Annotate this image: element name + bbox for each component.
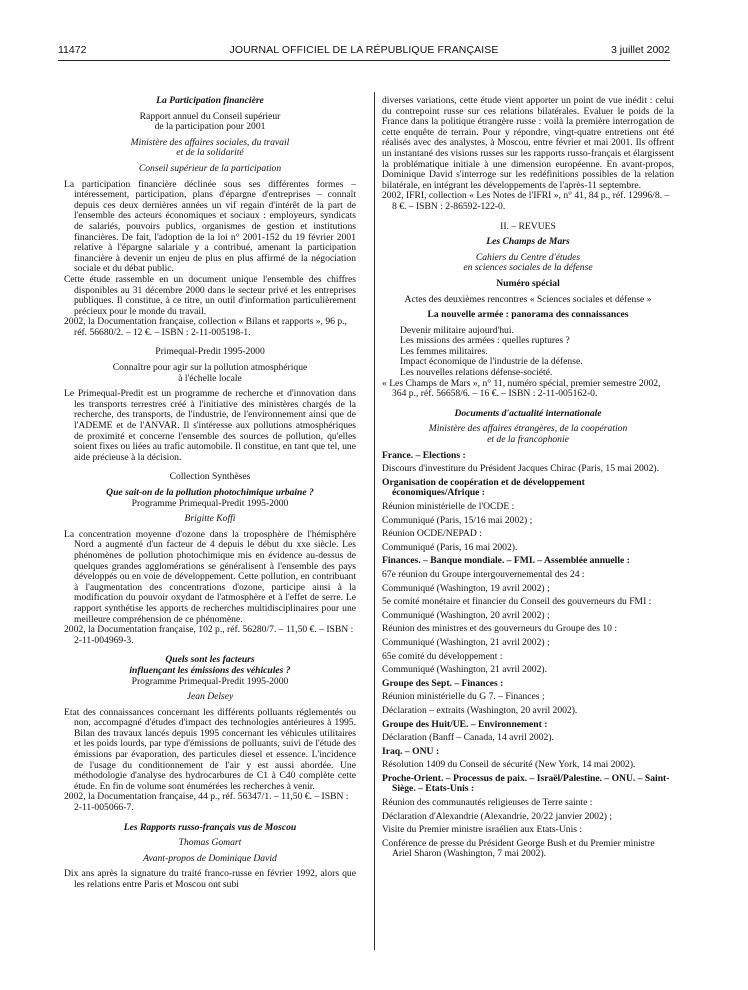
reference: 2002, la Documentation française, 44 p., réf. 56347/1. – 11,50 €. – ISBN : 2-11-005066-7. [64,791,349,814]
document-entry: Réunion des ministres et des gouverneurs du Groupe des 10 : [382,623,618,635]
program-label: Primequal-Predit 1995-2000 [155,346,265,358]
paragraph: La concentration moyenne d'ozone dans la troposphère de l'hémisphère Nord a augmenté d'un facteur de 4 depuis le début du xxe siècle. Les phénomènes de pollution photochimique mis en évidence au-dessus de quelques grandes agglomérations se généralisent à l'ensemble des pays développés ou en voie de développement. Cette pollution, en contribuant à l'augmentation des concentrations d'ozone, participe ainsi à la modification du pouvoir oxydant de l'atmosphère et à l'effet de serre. Le rapport synthétise les apports de recherches multidisciplinaires pour une meilleure compréhension de ce phénomène. [64,528,356,625]
document-entry: Communiqué (Paris, 15/16 mai 2002) ; [382,514,533,526]
section-title: Quels sont les facteurs [165,654,255,666]
organization: Conseil supérieur de la participation [138,162,282,174]
document-entry: Déclaration (Banff – Canada, 14 avril 2002). [382,732,554,744]
review-title: Les Champs de Mars [486,236,570,248]
right-column [382,96,674,863]
author: Jean Delsey [186,691,234,703]
document-entry: Communiqué (Paris, 16 mai 2002). [382,541,518,553]
issue-date: 3 juillet 2002 [611,44,670,56]
reference: 2002, la Documentation française, collection « Bilans et rapports », 96 p., réf. 56680/2. – 12 €. – ISBN : 2-11-005198-1. [64,316,347,338]
document-group-heading: Proche-Orient. – Processus de paix. – Israël/Palestine. – ONU. – Saint-Siège. – Etats-Unis : [382,772,670,795]
section-title: La Participation financière [156,95,264,106]
paragraph: Cette étude rassemble en un document unique l'ensemble des chiffres disponibles au 31 décembre 2000 dans le secteur privé et les entreprises publiques. Il constitue, à ce titre, un outil d'information particulièrement précieux pour le monde du travail. [64,273,356,317]
collection-label: Collection Synthèses [169,471,251,483]
document-entry: Réunion des communautés religieuses de Terre sainte : [382,797,593,809]
document-entry: 5e comité monétaire et financier du Conseil des gouverneurs du FMI : [382,596,652,608]
review-items [382,326,674,379]
section-title: à l'échelle locale [178,372,242,384]
foreword: Avant-propos de Dominique David [143,852,277,864]
section-title: Connaître pour agir sur la pollution atmosphérique [112,362,308,374]
journal-title: JOURNAL OFFICIEL DE LA RÉPUBLIQUE FRANÇAISE [229,44,499,56]
reference: 2002, IFRI, collection « Les Notes de l'IFRI », n° 41, 84 p., réf. 12996/8. – 8 €. – ISBN : 2-86592-122-0. [382,190,670,212]
proceedings-label: Actes des deuxièmes rencontres « Sciences sociales et défense » [404,293,652,305]
list-item: Impact économique de l'industrie de la défense. [400,356,583,368]
document-entry: Déclaration – extraits (Washington, 20 avril 2002). [382,704,578,716]
document-group-heading: Groupe des Sept. – Finances : [382,677,504,689]
ministry: Ministère des affaires étrangères, de la coopération [428,423,628,435]
document-entry: Déclaration d'Alexandrie (Alexandrie, 20/22 janvier 2002) ; [382,810,613,822]
header-rule [58,60,670,61]
page-header [58,44,670,60]
document-group-heading: Finances. – Banque mondiale. – FMI. – Assemblée annuelle : [382,555,630,567]
list-item: Devenir militaire aujourd'hui. [400,324,514,336]
program-label: Programme Primequal-Predit 1995-2000 [131,497,289,509]
document-entry: Communiqué (Washington, 19 avril 2002) ; [382,582,550,594]
documents-title: Documents d'actualité internationale [454,407,602,419]
list-item: Les missions des armées : quelles ruptures ? [400,335,570,347]
documents-list [382,451,674,860]
page-number: 11472 [58,44,87,56]
paragraph: La participation financière déclinée sous ses différentes formes – intéressement, participation, plans d'épargne d'entreprises – connaît depuis ces deux dernières années un vif regain d'intérêt de la part de l'ensemble des acteurs économiques et sociaux : employeurs, syndicats de salariés, pouvoirs publics, organismes de gestion et institutions financières. De fait, l'adoption de la loi n° 2001-152 du 19 février 2001 relative à l'épargne salariale y a contribué, amenant la participation financière à devenir un enjeu de plus en plus affirmé de la négociation sociale et du débat public. [64,178,356,275]
document-group-heading: Iraq. – ONU : [382,745,440,757]
document-group-heading: Groupe des Huit/UE. – Environnement : [382,718,548,730]
paragraph: Le Primequal-Predit est un programme de recherche et d'innovation dans les transports terrestres créé à l'initiative des ministères chargés de la recherche, des transports, de l'industrie, de l'environnement ainsi que de l'ADEME et de l'ANVAR. Il s'intéresse aux pollutions atmosphériques de proximité et concerne l'ensemble des sources de pollution, qu'elles soient fixes ou liées au trafic automobile. Il constitue, en tant que tel, une aide précieuse à la décision. [64,388,356,463]
document-group-heading: Organisation de coopération et de développement économiques/Afrique : [382,476,585,499]
document-entry: Conférence de presse du Président George Bush et du Premier ministre Ariel Sharon (Washington, 7 mai 2002). [382,837,655,860]
document-entry: Visite du Premier ministre israélien aux Etats-Unis : [382,824,583,836]
ministry: et de la francophonie [487,434,569,446]
ministry: Ministère des affaires sociales, du travail [130,136,290,148]
document-entry: Réunion ministérielle du G 7. – Finances ; [382,691,545,703]
document-entry: Communiqué (Washington, 20 avril 2002) ; [382,609,550,621]
subtitle: de la participation pour 2001 [154,121,266,133]
program-label: Programme Primequal-Predit 1995-2000 [131,675,289,687]
ministry: et de la solidarité [176,147,244,159]
document-entry: Réunion ministérielle de l'OCDE : [382,501,515,512]
document-entry: 67e réunion du Groupe intergouvernemental des 24 : [382,568,585,580]
document-entry: Communiqué (Washington, 21 avril 2002). [382,664,547,676]
document-entry: Communiqué (Washington, 21 avril 2002) ; [382,636,550,648]
paragraph-continued: diverses variations, cette étude vient apporter un point de vue inédit : celui du contrepoint russe sur ces relations bilatérales. Evaluer le poids de la France dans la politique étrangère russe : voilà la première interrogation de cette enquête de terrain. Pour y répondre, vingt-quatre entretiens ont été réalisés avec des analystes, à Moscou, entre février et mai 2001. Ils offrent un instantané des visions russes sur les rapports russo-français et élargissent la problématique initiale à une dimension européenne. En avant-propos, Dominique David s'interroge sur les redéfinitions possibles de la relation bilatérale, en intégrant les développements de l'après-11 septembre. [382,95,674,191]
document-entry: Réunion OCDE/NEPAD : [382,528,482,540]
left-column [64,96,356,891]
document-entry: Résolution 1409 du Conseil de sécurité (New York, 14 mai 2002). [382,759,636,771]
subtitle: Rapport annuel du Conseil supérieur [139,110,281,122]
document-entry: Discours d'investiture du Président Jacques Chirac (Paris, 15 mai 2002). [382,463,659,475]
document-group-heading: France. – Elections : [382,449,466,461]
document-entry: 65e comité du développement : [382,650,503,662]
reference: « Les Champs de Mars », n° 11, numéro spécial, premier semestre 2002, 364 p., réf. 56658/6. – 16 €. – ISBN : 2-11-005162-0. [382,377,661,400]
list-item: Les femmes militaires. [400,345,488,357]
author: Brigitte Koffi [184,513,236,525]
section-title: Que sait-on de la pollution photochimique urbaine ? [106,487,314,498]
theme-title: La nouvelle armée : panorama des connaissances [427,309,629,321]
section-heading: II. – REVUES [500,220,556,232]
section-title: Les Rapports russo-français vus de Moscou [123,821,297,833]
section-title: influençant les émissions des véhicules ? [129,664,291,676]
author: Thomas Gomart [178,837,242,849]
paragraph: Dix ans après la signature du traité franco-russe en février 1992, alors que les relations entre Paris et Moscou ont subi [64,868,356,890]
review-subtitle: en sciences sociales de la défense [463,262,593,274]
paragraph: Etat des connaissances concernant les différents polluants réglementés ou non, accompagné d'études d'impact des technologies antérieures à 1995. Bilan des travaux lancés depuis 1995 concernant les véhicules utilitaires et les poids lourds, par type d'émissions de polluants, suivi de l'étude des émissions par évaporation, des particules diesel et essence. L'incidence de l'usage du conditionnement de l'air y est aussi abordée. Une méthodologie d'analyse des hydrocarbures de C1 à C40 complète cette étude. En fin de volume sont énumérées les recherches à venir. [64,706,356,792]
reference: 2002, la Documentation française, 102 p., réf. 56280/7. – 11,50 €. – ISBN : 2-11-004969-3. [64,624,354,646]
special-issue-label: Numéro spécial [496,277,560,289]
review-subtitle: Cahiers du Centre d'études [475,251,581,263]
column-divider [374,92,375,950]
list-item: Les nouvelles relations défense-société. [400,367,553,379]
